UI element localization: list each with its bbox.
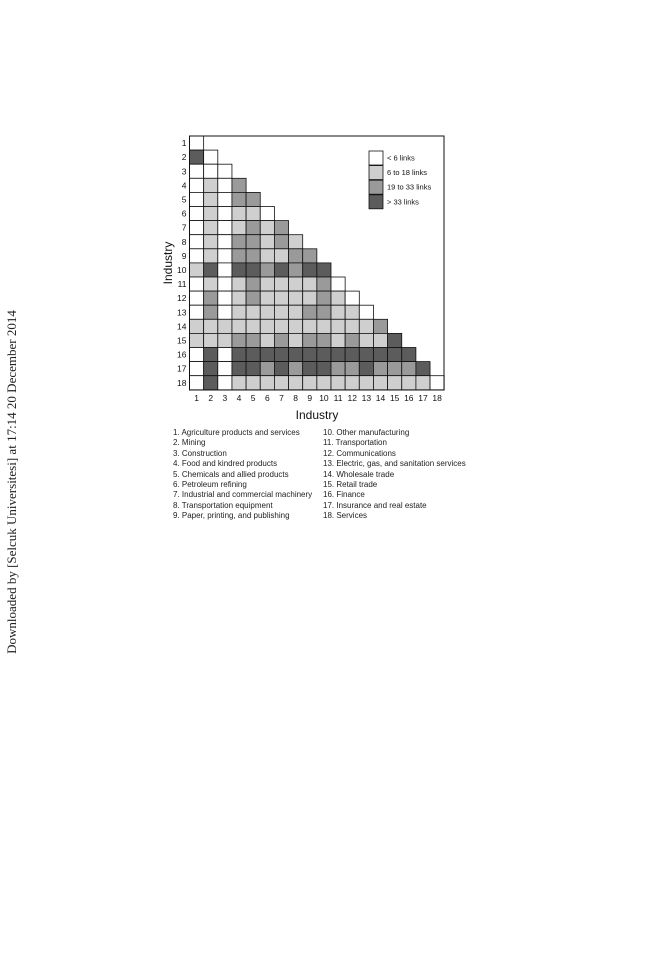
heatmap-cell [274,263,288,277]
x-tick-label: 14 [375,392,386,403]
heatmap-cell [317,348,331,362]
heatmap-cell [274,348,288,362]
heatmap-cell [218,362,232,376]
heatmap-cell [359,348,373,362]
heatmap-cell [289,249,303,263]
heatmap-cell [331,376,345,390]
heatmap-cell [218,249,232,263]
heatmap-cell [289,235,303,249]
y-tick-label: 15 [177,335,187,346]
heatmap-cell [274,291,288,305]
heatmap-cell [190,249,204,263]
heatmap-cell [274,249,288,263]
heatmap-cell [289,348,303,362]
industry-legend-right [323,428,466,522]
heatmap-cell [204,319,218,333]
legend-swatch [369,180,383,194]
industry-legend-item: 10. Other manufacturing [323,428,410,437]
heatmap-cell [359,376,373,390]
heatmap-cell [246,277,260,291]
heatmap-cell [190,221,204,235]
heatmap-cell [289,319,303,333]
x-tick-label: 1 [194,392,199,403]
legend-swatch [369,195,383,209]
heatmap-cell [289,291,303,305]
heatmap-cell [317,319,331,333]
industry-legend-item: 8. Transportation equipment [173,500,273,510]
y-tick-label: 17 [177,363,187,374]
legend-swatch [369,166,383,180]
heatmap-cell [317,305,331,319]
heatmap-cell [345,305,359,319]
heatmap-cell [204,333,218,347]
legend-label: > 33 links [387,197,419,207]
heatmap-cell [373,333,387,347]
industry-legend-left [173,428,312,522]
legend-label: 6 to 18 links [387,168,428,178]
heatmap-cell [317,277,331,291]
heatmap-cell [232,249,246,263]
heatmap-cell [218,348,232,362]
y-tick-label: 16 [177,349,187,360]
heatmap-cell [232,207,246,221]
industry-legend-item: 5. Chemicals and allied products [173,469,289,479]
x-tick-label: 8 [293,392,298,403]
heatmap-cell [232,221,246,235]
x-tick-label: 10 [319,392,329,403]
heatmap-cell [218,277,232,291]
heatmap-cell [274,277,288,291]
heatmap-cell [303,319,317,333]
heatmap-cell [232,319,246,333]
heatmap-cell [260,305,274,319]
heatmap-cell [303,305,317,319]
heatmap-cell [246,221,260,235]
x-tick-label: 2 [208,392,214,403]
heatmap-cell [373,319,387,333]
heatmap-cell [317,333,331,347]
heatmap-cell [289,263,303,277]
heatmap-cell [303,362,317,376]
heatmap-cell [190,319,204,333]
y-tick-label: 5 [181,194,187,205]
heatmap-cell [246,305,260,319]
y-axis-label: Industry [161,241,175,285]
heatmap-cell [204,235,218,249]
heatmap-cell [190,305,204,319]
legend-label: < 6 links [387,153,415,163]
heatmap-cell [373,376,387,390]
heatmap-cell [260,207,274,221]
heatmap-cell [218,376,232,390]
heatmap-cell [345,291,359,305]
heatmap-cell [218,319,232,333]
heatmap-cell [402,376,416,390]
industry-legend-item: 14. Wholesale trade [323,469,395,479]
industry-legend-item: 6. Petroleum refining [173,479,247,489]
heatmap-cell [204,164,218,178]
heatmap-cell [260,362,274,376]
heatmap-cell [388,348,402,362]
heatmap-cell [317,263,331,277]
heatmap-cell [232,333,246,347]
heatmap-cell [204,207,218,221]
heatmap-cell [190,263,204,277]
heatmap-cell [345,376,359,390]
heatmap-cell [260,277,274,291]
industry-legend-item: 1. Agriculture products and services [173,428,300,437]
y-tick-label: 7 [181,222,187,233]
heatmap-cell [260,235,274,249]
industry-legend-item: 9. Paper, printing, and publishing [173,511,290,521]
y-tick-label: 14 [177,321,187,332]
heatmap-cell [204,249,218,263]
heatmap-cell [274,305,288,319]
heatmap-cell [416,362,430,376]
heatmap-cell [331,319,345,333]
industry-legend-item: 16. Finance [323,490,365,500]
heatmap-cell [232,376,246,390]
heatmap-cell [289,333,303,347]
heatmap-cell [373,362,387,376]
heatmap-cell [274,333,288,347]
heatmap-cell [331,277,345,291]
y-tick-label: 3 [181,166,187,177]
industry-legend-item: 2. Mining [173,438,206,448]
heatmap-cell [218,192,232,206]
heatmap-cell [303,348,317,362]
heatmap-cell [416,376,430,390]
heatmap-cell [190,376,204,390]
heatmap-cell [303,249,317,263]
industry-legend-item: 15. Retail trade [323,479,378,489]
heatmap-cell [204,291,218,305]
heatmap-cell [303,333,317,347]
heatmap-cell [204,150,218,164]
heatmap-cell [388,376,402,390]
heatmap-cell [289,277,303,291]
heatmap-cell [190,291,204,305]
heatmap-cell [232,305,246,319]
heatmap-cell [303,376,317,390]
y-tick-label: 8 [181,236,187,247]
y-tick-label: 9 [181,250,187,261]
heatmap-cell [204,263,218,277]
x-tick-label: 15 [389,392,400,403]
y-tick-label: 4 [181,180,187,191]
heatmap-cell [246,291,260,305]
heatmap-cell [260,291,274,305]
x-tick-label: 5 [250,392,256,403]
heatmap-cell [218,221,232,235]
heatmap-cell [331,291,345,305]
heatmap-cell [359,333,373,347]
heatmap-cell [317,362,331,376]
heatmap-cell [289,305,303,319]
x-tick-label: 6 [264,392,270,403]
x-tick-labels [194,393,442,403]
heatmap-cell [246,235,260,249]
heatmap-cell [260,319,274,333]
heatmap-cell [246,333,260,347]
y-tick-labels [177,138,187,388]
heatmap-cell [218,164,232,178]
heatmap-cell [402,348,416,362]
heatmap-cell [289,362,303,376]
x-tick-label: 13 [361,392,372,403]
industry-legend-item: 12. Communications [323,448,396,458]
heatmap-cell [190,277,204,291]
heatmap-cell [218,207,232,221]
industry-legend-item: 11. Transportation [323,438,387,448]
heatmap-cell [190,192,204,206]
heatmap-cell [218,235,232,249]
heatmap-cell [204,178,218,192]
heatmap-cell [274,319,288,333]
heatmap-cell [274,235,288,249]
heatmap-cell [246,249,260,263]
heatmap-cell [190,348,204,362]
x-tick-label: 18 [432,392,442,403]
heatmap-cell [274,221,288,235]
x-tick-label: 17 [418,392,428,403]
heatmap-cell [232,362,246,376]
heatmap-cell [190,178,204,192]
heatmap-cell [373,348,387,362]
heatmap-cell [388,333,402,347]
heatmap-cell [345,319,359,333]
heatmap-cell [204,362,218,376]
heatmap-cell [232,263,246,277]
heatmap-cell [317,376,331,390]
heatmap-cell [359,319,373,333]
heatmap-cell [274,376,288,390]
x-tick-label: 9 [307,392,313,403]
heatmap-cell [190,164,204,178]
legend [369,151,431,209]
legend-label: 19 to 33 links [387,182,432,192]
heatmap-cell [260,333,274,347]
heatmap-cell [303,277,317,291]
heatmap-cell [246,263,260,277]
y-tick-label: 13 [177,307,187,318]
heatmap-cell [232,192,246,206]
industry-legend-item: 3. Construction [173,448,227,458]
heatmap-cell [331,362,345,376]
heatmap-cell [303,263,317,277]
heatmap-cell [204,305,218,319]
heatmap-cell [246,376,260,390]
heatmap-cell [218,305,232,319]
heatmap-cell [232,348,246,362]
x-tick-label: 7 [279,392,284,403]
heatmap-cell [190,333,204,347]
heatmap-cell [218,263,232,277]
y-tick-label: 18 [177,377,187,388]
heatmap-cell [359,305,373,319]
heatmap-cell [260,263,274,277]
heatmap-cell [246,192,260,206]
heatmap-cell [260,249,274,263]
heatmap-cell [388,362,402,376]
heatmap-cell [345,362,359,376]
heatmap-cell [345,348,359,362]
heatmap-cell [218,291,232,305]
heatmap-cell [289,376,303,390]
heatmap-cell [232,291,246,305]
heatmap-cell [190,150,204,164]
heatmap-cell [246,348,260,362]
heatmap-cell [218,333,232,347]
y-tick-label: 12 [177,293,187,304]
heatmap-cell [274,362,288,376]
y-tick-label: 6 [181,208,187,219]
x-axis-label: Industry [295,408,339,422]
y-tick-label: 11 [177,279,187,290]
heatmap-cell [303,291,317,305]
x-tick-label: 12 [347,392,357,403]
heatmap-cell [345,333,359,347]
heatmap-cell [204,192,218,206]
industry-legend-item: 4. Food and kindred products [173,459,278,469]
heatmap-cell [190,136,204,150]
heatmap-cell [232,277,246,291]
heatmap-cell [331,305,345,319]
heatmap-cell [246,362,260,376]
heatmap-cell [331,333,345,347]
industry-legend-item: 18. Services [323,511,368,521]
heatmap-cell [246,207,260,221]
x-tick-label: 3 [222,392,228,403]
heatmap-cell [218,178,232,192]
x-tick-label: 11 [333,392,343,403]
y-tick-label: 10 [177,264,187,275]
heatmap-cell [260,221,274,235]
heatmap-cell [204,376,218,390]
heatmap-cell [260,376,274,390]
heatmap-cell [246,319,260,333]
heatmap-cell [190,235,204,249]
heatmap-cell [402,362,416,376]
x-tick-label: 4 [236,392,242,403]
y-tick-label: 2 [181,152,187,163]
industry-legend-item: 7. Industrial and commercial machinery [173,490,313,500]
heatmap-cell [204,277,218,291]
heatmap-cell [232,235,246,249]
heatmap-cell [359,362,373,376]
heatmap-cell [430,376,444,390]
x-tick-label: 16 [404,392,414,403]
industry-legend-item: 13. Electric, gas, and sanitation services [323,459,466,469]
heatmap-cell [190,362,204,376]
heatmap-cell [232,178,246,192]
heatmap-cell [331,348,345,362]
industry-legend-item: 17. Insurance and real estate [323,500,427,510]
heatmap-cell [204,221,218,235]
heatmap-cell [260,348,274,362]
y-tick-label: 1 [181,138,187,149]
heatmap-cell [190,207,204,221]
heatmap-cell [204,348,218,362]
download-watermark: Downloaded by [Selcuk Universitesi] at 17:14 20 December 2014 [4,310,19,654]
legend-swatch [369,151,383,165]
heatmap-cell [317,291,331,305]
